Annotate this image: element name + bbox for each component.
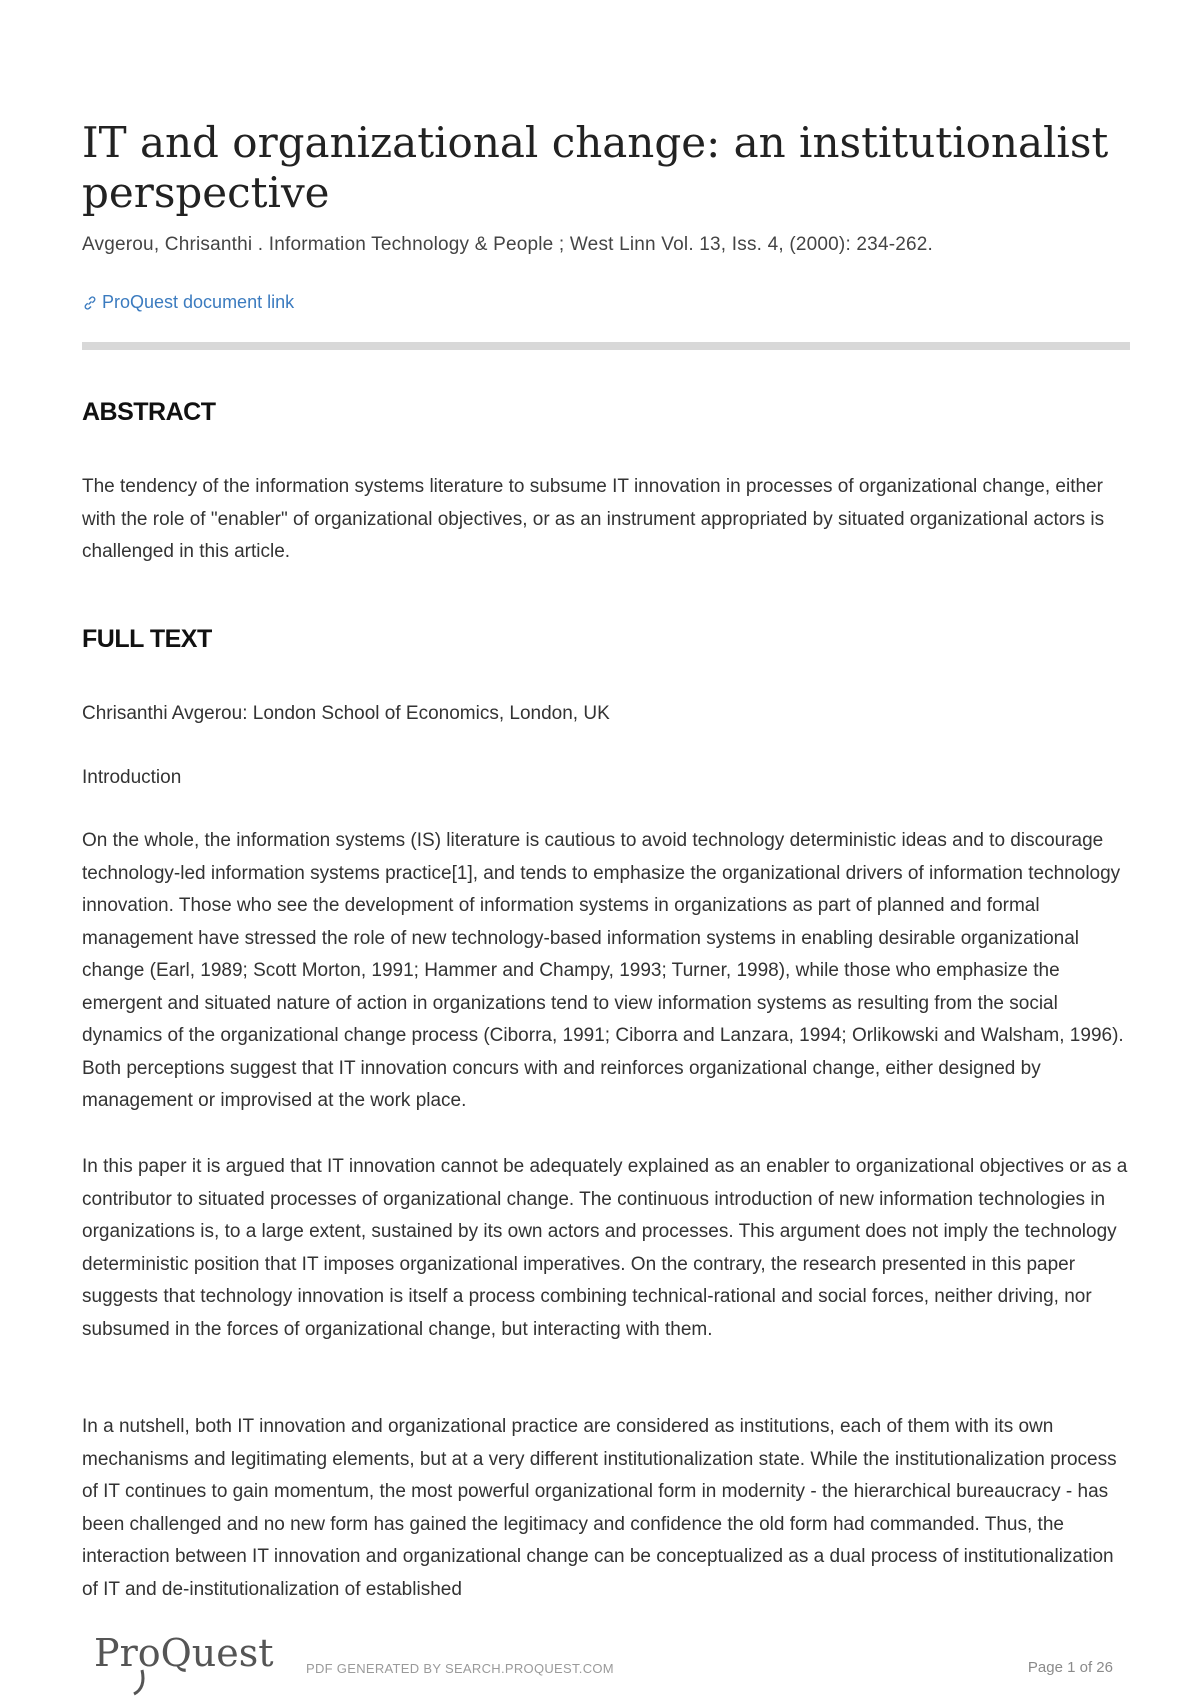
document-title: IT and organizational change: an institutionalist perspective [82, 118, 1109, 217]
proquest-logo [90, 1626, 274, 1696]
document-link-label: ProQuest document link [102, 292, 295, 312]
full-text-heading: FULL TEXT [82, 625, 212, 653]
intro-heading: Introduction [82, 767, 182, 788]
page-number: Page 1 of 26 [1027, 1659, 1113, 1676]
body-paragraph-2: In this paper it is argued that IT innovation cannot be adequately explained as an enabler to organizational objectives or as a contributor to situated processes of organizational change. The continuous introduction of new information technologies in organizations is, to a large extent, sustained by its own actors and processes. This argument does not imply the technology deterministic position that IT imposes organizational imperatives. On the contrary, the research presented in this paper suggests that technology innovation is itself a process combining technical-rational and social forces, neither driving, nor subsumed in the forces of organizational change, but interacting with them. [82, 1156, 1128, 1340]
author-affiliation: Chrisanthi Avgerou: London School of Economics, London, UK [82, 703, 610, 724]
body-paragraph-3: In a nutshell, both IT innovation and organizational practice are considered as institutions, each of them with its own mechanisms and legitimating elements, but at a very different institutionalization state. While the institutionalization process of IT continues to gain momentum, the most powerful organizational form in modernity - the hierarchical bureaucracy - has been challenged and no new form has gained the legitimacy and confidence the old form had commanded. Thus, the interaction between IT innovation and organizational change can be conceptualized as a dual process of institutionalization of IT and de-institutionalization of established [82, 1416, 1117, 1600]
footer-generated: PDF GENERATED BY SEARCH.PROQUEST.COM [306, 1661, 614, 1676]
body-paragraph-1: On the whole, the information systems (IS) literature is cautious to avoid technology deterministic ideas and to discourage technology-led information systems practice[1], and tends to emphasize the organizational drivers of information technology innovation. Those who see the development of information systems in organizations as part of planned and formal management have stressed the role of new technology-based information systems in enabling desirable organizational change (Earl, 1989; Scott Morton, 1991; Hammer and Champy, 1993; Turner, 1998), while those who emphasize the emergent and situated nature of action in organizations tend to view information systems as resulting from the social dynamics of the organizational change process (Ciborra, 1991; Ciborra and Lanzara, 1994; Orlikowski and Walsham, 1996). Both perceptions suggest that IT innovation concurs with and reinforces organizational change, either designed by management or improvised at the work place. [82, 830, 1124, 1111]
link-icon [82, 295, 98, 311]
citation: Avgerou, Chrisanthi . Information Technology & People ; West Linn Vol. 13, Iss. 4, (2000): 234-262. [82, 234, 934, 255]
abstract-text: The tendency of the information systems literature to subsume IT innovation in processes of organizational change, either with the role of "enabler" of organizational objectives, or as an instrument appropriated by situated organizational actors is challenged in this article. [82, 476, 1105, 562]
logo-text: ProQuest [94, 1631, 274, 1675]
header-divider [82, 342, 1130, 350]
proquest-document-link[interactable] [82, 292, 294, 313]
abstract-heading: ABSTRACT [82, 398, 216, 426]
